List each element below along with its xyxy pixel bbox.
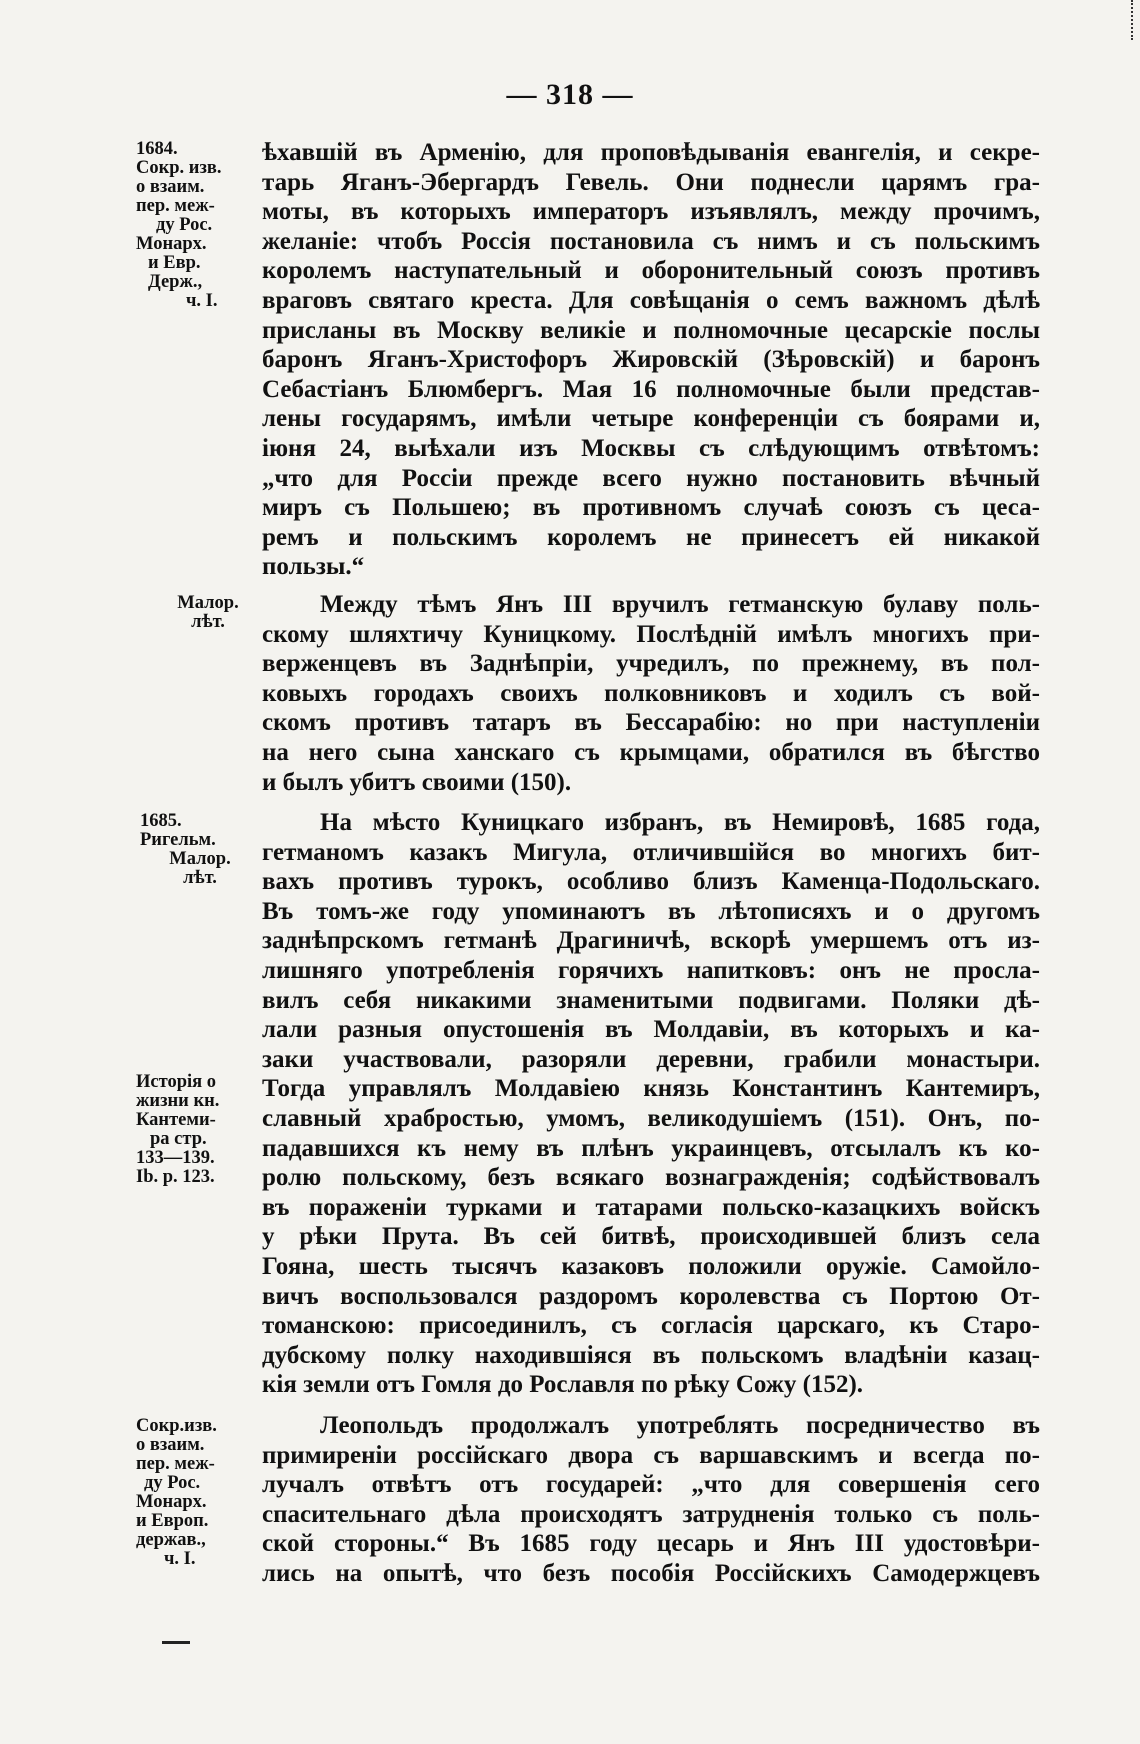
text-line: заки участвовали, разоряли деревни, грабили монастыри. <box>262 1045 1040 1073</box>
text-line: на него сына ханскаго съ крымцами, обратился въ бѣгство <box>262 738 1040 766</box>
margin-line: Исторія о <box>136 1072 217 1092</box>
text-line: спасительнаго дѣла происходятъ затрудненія только съ поль- <box>262 1500 1040 1528</box>
text-line: Леопольдъ продолжалъ употреблять посредничество въ <box>320 1412 1040 1439</box>
margin-note-1685 <box>140 812 260 888</box>
text-line: присланы въ Москву великіе и полномочные цесарскіе послы <box>262 316 1040 344</box>
page-number: — 318 — <box>506 78 634 111</box>
margin-line: о взаим. <box>136 1435 205 1455</box>
text-line: заднѣпрскомъ гетманѣ Драгиничѣ, вскорѣ умершемъ отъ из- <box>262 927 1040 955</box>
margin-line: 1684. <box>136 139 178 159</box>
margin-line: ч. I. <box>186 291 218 311</box>
text-line: дубскому полку находившіяся въ польскомъ владѣніи казац- <box>262 1341 1040 1369</box>
text-line: ской стороны.“ Въ 1685 году цесарь и Янъ III удостовѣри- <box>262 1530 1040 1558</box>
margin-line: 1685. <box>140 811 182 831</box>
margin-note-leopold <box>136 1417 264 1569</box>
text-line: Между тѣмъ Янъ III вручилъ гетманскую булаву поль- <box>320 591 1040 618</box>
text-line: На мѣсто Куницкаго избранъ, въ Немировѣ, 1685 года, <box>320 809 1040 836</box>
text-line: Тогда управлялъ Молдавіею князь Константинъ Кантемиръ, <box>262 1075 1040 1103</box>
margin-line: лѣт. <box>183 868 217 888</box>
text-line: тарь Яганъ-Эбергардъ Гевель. Они поднесли царямъ гра- <box>262 168 1040 196</box>
margin-line: и Европ. <box>136 1511 209 1531</box>
text-line: лали разныя опустошенія въ Молдавіи, въ которыхъ и ка- <box>262 1016 1040 1044</box>
paragraph-kunitsky <box>262 590 1040 797</box>
margin-line: ч. I. <box>164 1549 196 1569</box>
margin-line: и Евр. <box>148 253 201 273</box>
text-line: лишняго употребленія горячихъ напитковъ: онъ не просла- <box>262 956 1040 984</box>
text-line: вахъ противъ турокъ, особливо близъ Каменца-Подольскаго. <box>262 868 1040 896</box>
margin-line: Малор. <box>177 593 239 613</box>
margin-note-1684 <box>136 140 264 311</box>
margin-line: Ib. р. 123. <box>136 1167 215 1187</box>
margin-line: Ригельм. <box>140 830 216 850</box>
text-line: лучалъ отвѣтъ отъ государей: „что для совершенія сего <box>262 1471 1040 1499</box>
text-line: ремъ и польскимъ королемъ не принесетъ ей никакой <box>262 523 1040 551</box>
margin-line: Малор. <box>169 849 231 869</box>
margin-line: о взаим. <box>136 177 205 197</box>
text-line: моты, въ которыхъ императоръ изъявлялъ, между прочимъ, <box>262 198 1040 226</box>
text-line: скомъ противъ татаръ въ Бессарабію: но при наступленіи <box>262 709 1040 737</box>
margin-line: Монарх. <box>136 1492 207 1512</box>
margin-line: Сокр. изв. <box>136 158 222 178</box>
margin-line: пер. меж- <box>136 1454 215 1474</box>
text-line: вилъ себя никакими знаменитыми подвигами. Поляки дѣ- <box>262 986 1040 1014</box>
scan-edge-mark <box>1131 0 1136 40</box>
margin-line: ду Рос. <box>156 215 213 235</box>
margin-line: Монарх. <box>136 234 207 254</box>
paragraph-leopold <box>262 1411 1040 1589</box>
margin-line: Держ., <box>148 272 203 292</box>
margin-note-kantemir <box>136 1073 264 1187</box>
text-line: ролю польскому, безъ всякаго вознагражденія; содѣйствовалъ <box>262 1164 1040 1192</box>
text-line: баронъ Яганъ-Христофоръ Жировскій (Зѣровскій) и баронъ <box>262 346 1040 374</box>
margin-line: Кантеми- <box>136 1110 216 1130</box>
text-line: Въ томъ-же году упоминаютъ въ лѣтописяхъ и о другомъ <box>262 897 1040 925</box>
text-line: ѣхавшій въ Арменію, для проповѣдыванія евангелія, и секре- <box>262 139 1040 166</box>
margin-line: жизни кн. <box>136 1091 220 1111</box>
margin-line: ду Рос. <box>144 1473 201 1493</box>
text-line: іюня 24, выѣхали изъ Москвы съ слѣдующимъ отвѣтомъ: <box>262 434 1040 462</box>
text-line: падавшихся къ нему въ плѣнъ украинцевъ, отсылалъ къ ко- <box>262 1134 1040 1162</box>
margin-line: ра стр. <box>150 1129 207 1149</box>
text-line: королемъ наступательный и оборонительный союзъ противъ <box>262 257 1040 285</box>
text-line: примиреніи россійскаго двора съ варшавскимъ и всегда по- <box>262 1441 1040 1469</box>
margin-line: 133—139. <box>136 1148 215 1168</box>
text-line: у рѣки Прута. Въ сей битвѣ, происходившей близъ села <box>262 1223 1040 1251</box>
text-line: враговъ святаго креста. Для совѣщанія о семъ важномъ дѣлѣ <box>262 286 1040 314</box>
signature-dash-mark <box>162 1641 190 1644</box>
margin-line: держав., <box>136 1530 206 1550</box>
text-line: гетманомъ казакъ Мигула, отличившійся во многихъ бит- <box>262 838 1040 866</box>
text-line: „что для Россіи прежде всего нужно постановить вѣчный <box>262 464 1040 492</box>
margin-note-malor <box>168 594 248 632</box>
text-line: въ пораженіи турками и татарами польско-казацкихъ войскъ <box>262 1193 1040 1221</box>
paragraph-migula <box>262 808 1040 1400</box>
text-line: лены государямъ, имѣли четыре конференціи съ боярами и, <box>262 405 1040 433</box>
text-line: кія земли отъ Гомля до Рославля по рѣку Сожу (152). <box>262 1371 864 1399</box>
text-line: вичъ воспользовался раздоромъ королевства съ Портою От- <box>262 1282 1040 1310</box>
text-line: и былъ убитъ своими (150). <box>262 768 572 796</box>
text-line: миръ съ Польшею; въ противномъ случаѣ союзъ съ цеса- <box>262 494 1040 522</box>
text-line: томанскою: присоединилъ, съ согласія царскаго, къ Старо- <box>262 1312 1040 1340</box>
text-line: ковыхъ городахъ своихъ полковниковъ и ходилъ съ вой- <box>262 679 1040 707</box>
text-line: верженцевъ въ Заднѣпріи, учредилъ, по прежнему, въ пол- <box>262 650 1040 678</box>
text-line: Себастіанъ Блюмбергъ. Мая 16 полномочные были представ- <box>262 375 1040 403</box>
text-line: славный храбростью, умомъ, великодушіемъ (151). Онъ, по- <box>262 1104 1040 1132</box>
text-line: скому шляхтичу Куницкому. Послѣдній имѣлъ многихъ при- <box>262 620 1040 648</box>
paragraph-envoys <box>262 138 1040 582</box>
text-line: лись на опытѣ, что безъ пособія Россійскихъ Самодержцевъ <box>262 1559 1040 1587</box>
text-line: Гояна, шесть тысячъ казаковъ положили оружіе. Самойло- <box>262 1252 1040 1280</box>
margin-line: пер. меж- <box>136 196 215 216</box>
text-line: желаніе: чтобъ Россія постановила съ нимъ и съ польскимъ <box>262 227 1040 255</box>
margin-line: Сокр.изв. <box>136 1416 217 1436</box>
text-line: пользы.“ <box>262 553 365 581</box>
margin-line: лѣт. <box>191 612 225 632</box>
